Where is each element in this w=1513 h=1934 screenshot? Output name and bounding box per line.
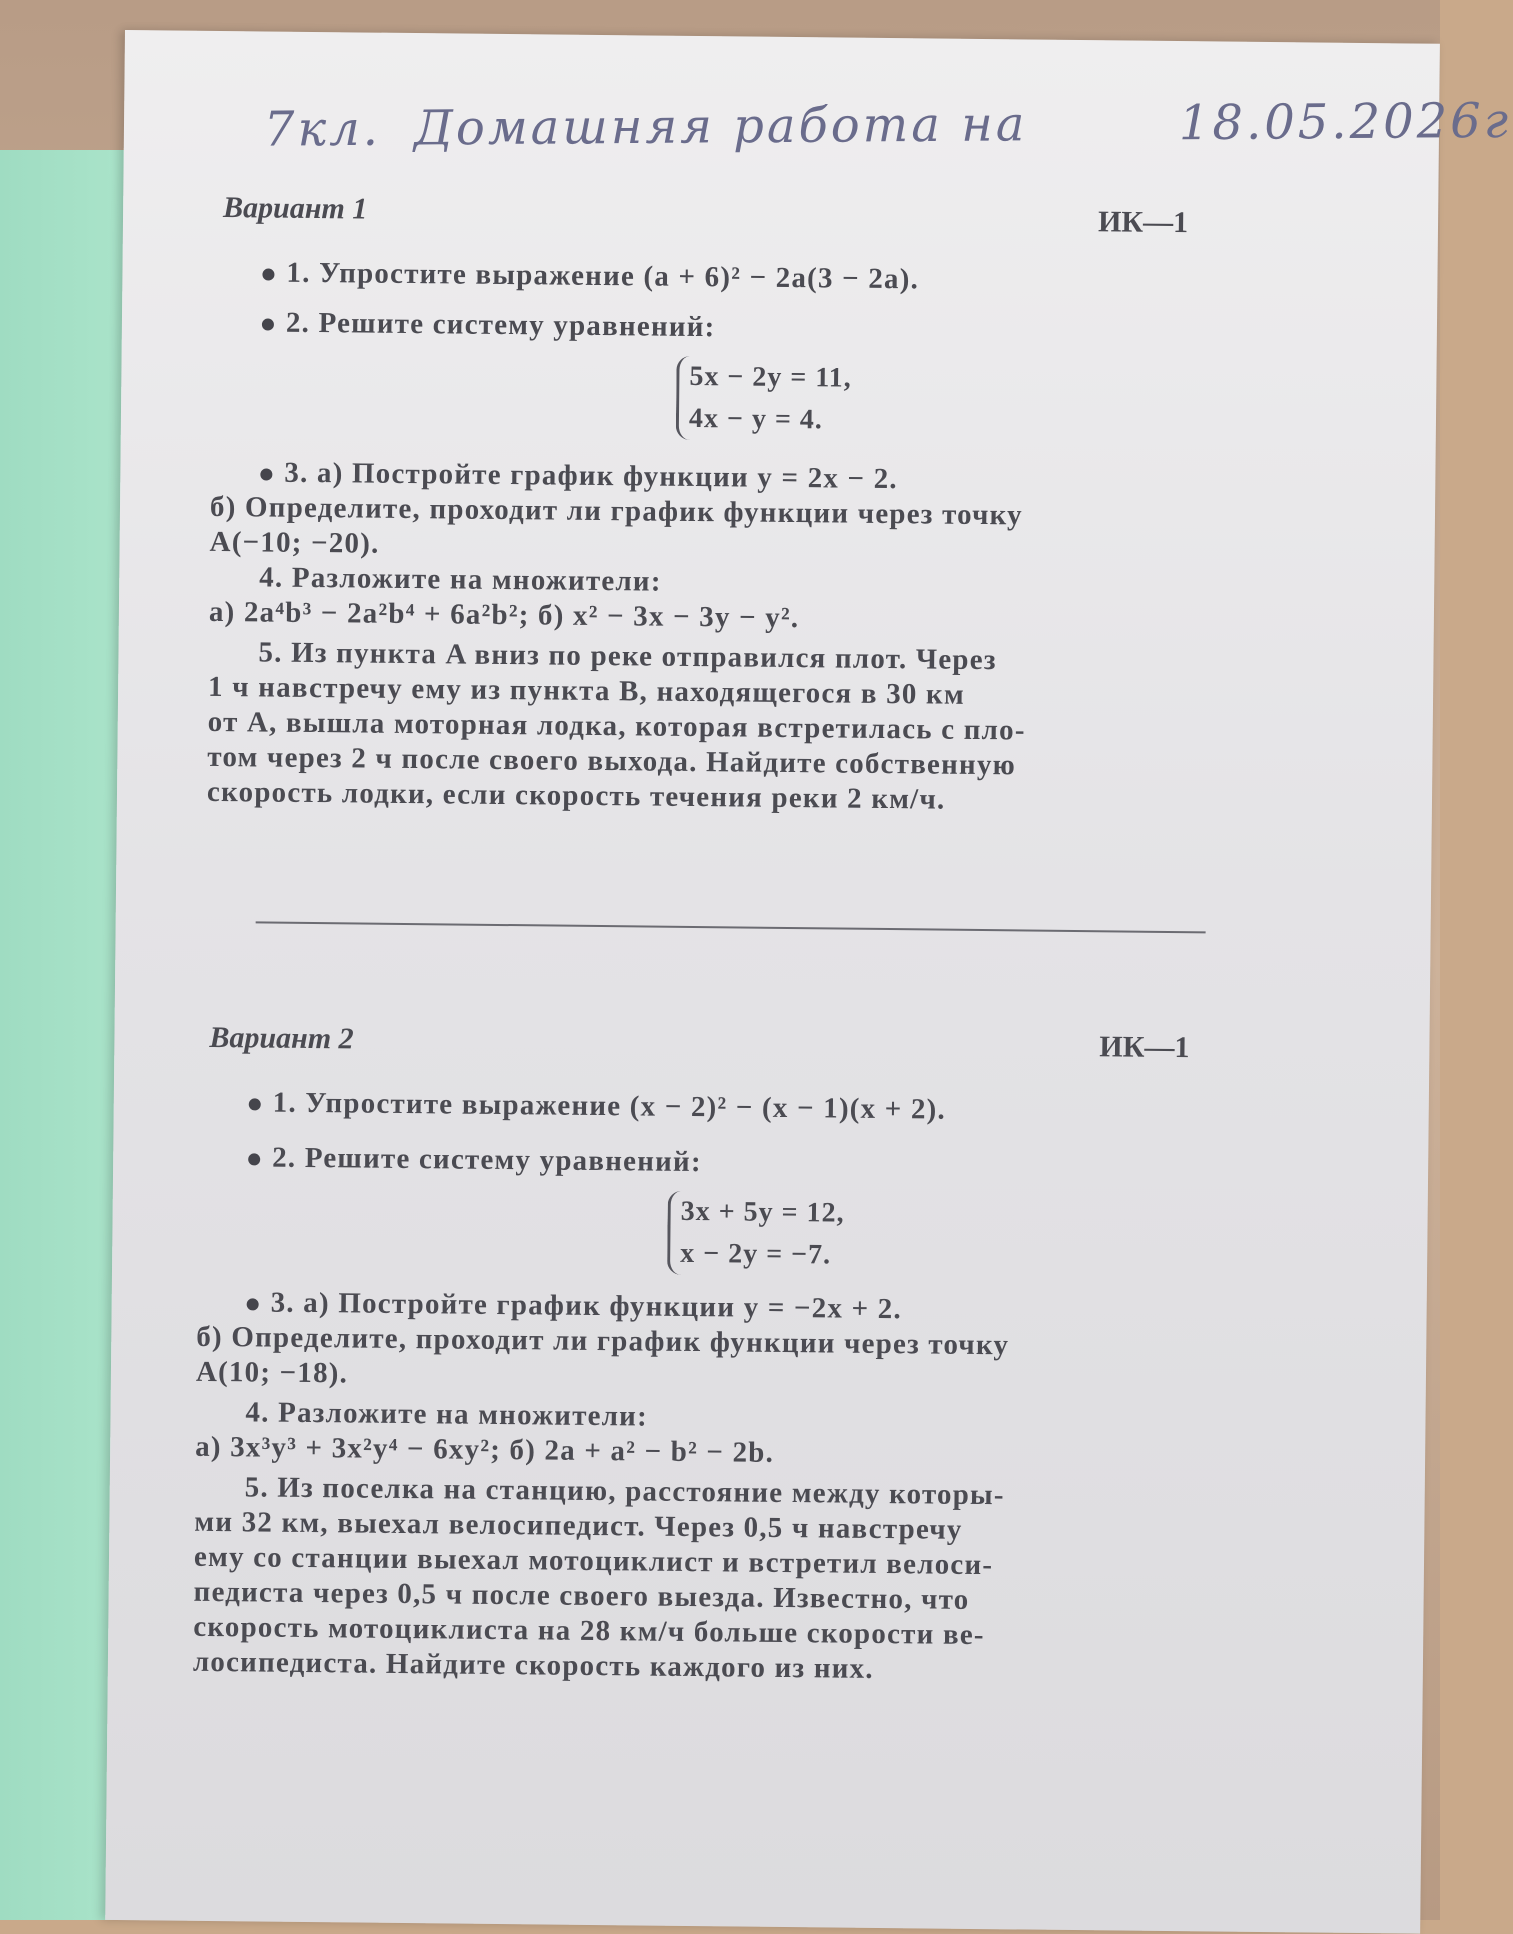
bullet-icon	[262, 319, 274, 331]
task-5-line: скорость лодки, если скорость течения реки 2 км/ч.	[206, 775, 946, 816]
equation-line: 3x + 5y = 12,	[680, 1195, 845, 1229]
task-3b-point: A(10; −18).	[195, 1355, 349, 1390]
equation-line: 4x − y = 4.	[688, 402, 824, 436]
task-4: 4. Разложите на множители:	[245, 1396, 649, 1433]
task-5-line: 1 ч навстречу ему из пункта B, находящегося в 30 км	[207, 670, 966, 711]
equation-line: x − 2y = −7.	[680, 1237, 832, 1271]
variant-code: ИК—1	[1097, 205, 1189, 240]
worksheet-paper	[105, 30, 1512, 1934]
bullet-icon	[262, 269, 274, 281]
handwritten-title: Домашняя работа на	[413, 96, 1028, 157]
task-2: 2. Решите систему уравнений:	[248, 1141, 702, 1179]
task-4-items: а) 2a⁴b³ − 2a²b⁴ + 6a²b²; б) x² − 3x − 3y − y².	[208, 595, 800, 635]
handwritten-class: 7кл.	[263, 100, 382, 158]
bullet-icon	[260, 469, 272, 481]
task-5-line: от A, вышла моторная лодка, которая встретилась с пло-	[207, 705, 1026, 747]
task-5-line: ему со станции выехал мотоциклист и встретил велоси-	[193, 1540, 994, 1582]
handwritten-date: 18.05.2026г	[1178, 92, 1512, 152]
variant-heading: Вариант 1	[222, 191, 368, 226]
task-5-line: 5. Из поселка на станцию, расстояние между которы-	[244, 1471, 1005, 1512]
bullet-icon	[249, 1099, 261, 1111]
task-2: 2. Решите систему уравнений:	[262, 306, 716, 344]
task-3b: б) Определите, проходит ли график функции через точку	[196, 1320, 1010, 1362]
equation-system	[676, 356, 852, 442]
equation-system	[667, 1191, 845, 1277]
task-3b: б) Определите, проходит ли график функции через точку	[209, 490, 1024, 532]
task-5-line: лосипедиста. Найдите скорость каждого из них.	[192, 1645, 874, 1685]
task-5-line: скорость мотоциклиста на 28 км/ч больше скорости ве-	[193, 1610, 985, 1652]
variant-code: ИК—1	[1099, 1030, 1190, 1065]
task-3b-point: A(−10; −20).	[209, 525, 380, 560]
task-1: 1. Упростите выражение (a + 6)² − 2a(3 − 2a).	[262, 256, 919, 296]
equation-line: 5x − 2y = 11,	[689, 360, 852, 394]
variant-heading: Вариант 2	[209, 1020, 354, 1056]
task-3a: 3. а) Постройте график функции y = 2x − 2.	[260, 456, 898, 496]
task-3a: 3. а) Постройте график функции y = −2x + 2.	[247, 1286, 903, 1326]
section-divider	[256, 921, 1206, 933]
task-5-line: 5. Из пункта A вниз по реке отправился плот. Через	[258, 636, 997, 677]
task-4: 4. Разложите на множители:	[259, 561, 662, 598]
task-5-line: ми 32 км, выехал велосипедист. Через 0,5 ч навстречу	[194, 1505, 963, 1546]
task-1: 1. Упростите выражение (x − 2)² − (x − 1)(x + 2).	[249, 1086, 947, 1126]
task-5-line: педиста через 0,5 ч после своего выезда. Известно, что	[193, 1575, 970, 1616]
bullet-icon	[248, 1154, 260, 1166]
task-4-items: а) 3x³y³ + 3x²y⁴ − 6xy²; б) 2a + a² − b² − 2b.	[194, 1430, 775, 1469]
bullet-icon	[247, 1299, 259, 1311]
task-5-line: том через 2 ч после своего выхода. Найдите собственную	[207, 740, 1017, 782]
handwritten-header	[263, 83, 1512, 181]
